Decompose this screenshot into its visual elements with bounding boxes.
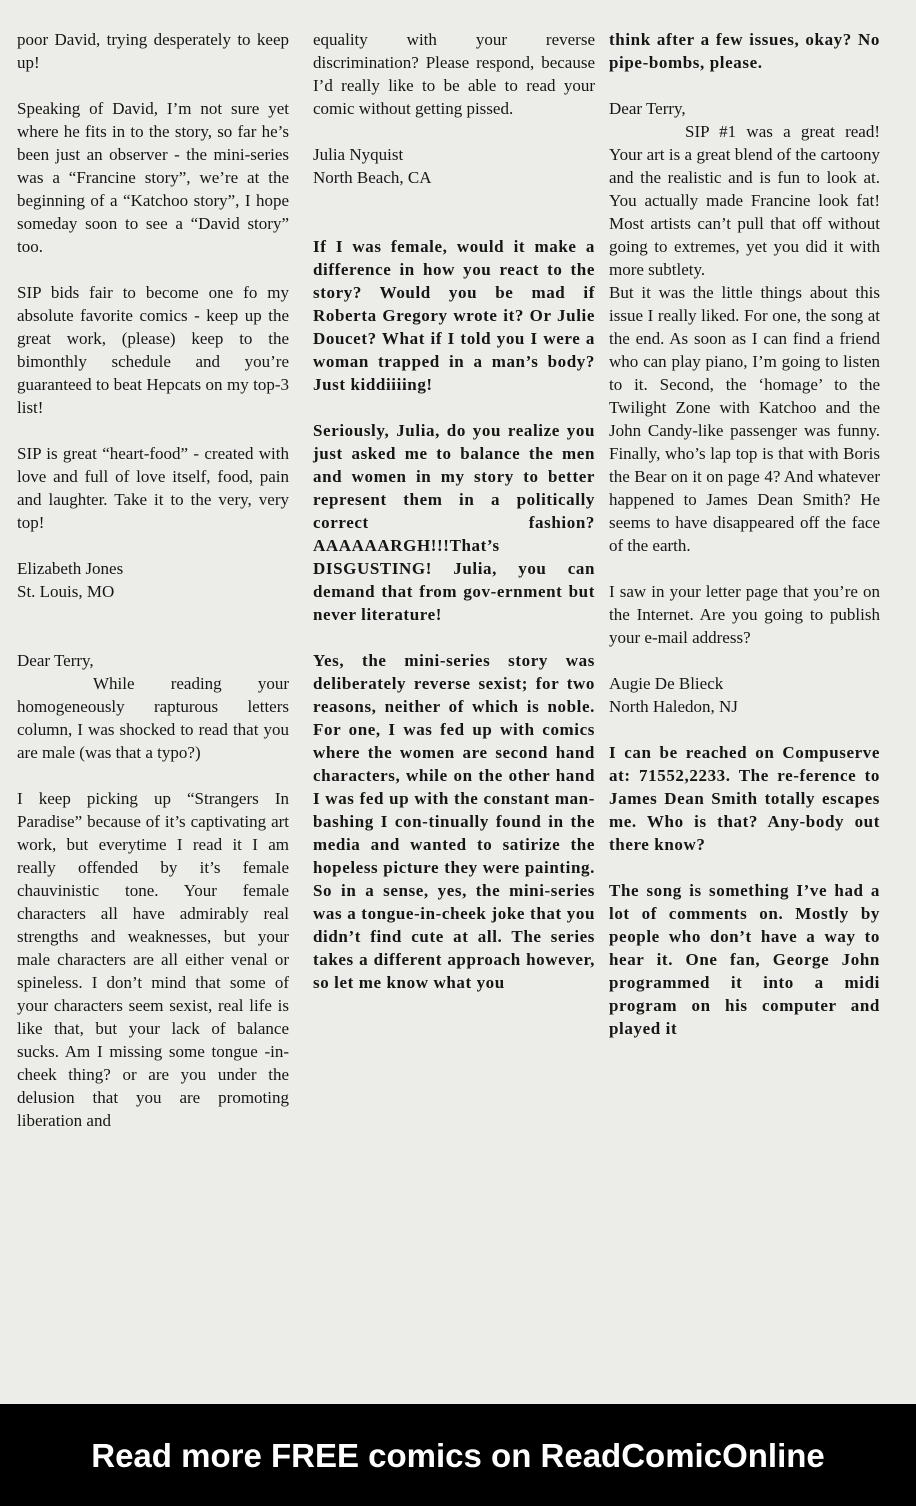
editor-reply-paragraph: If I was female, would it make a difference in how you react to the story? Would you be mad if Roberta Gregory wrote it? Or Julie Doucet? What if I told you I were a woman trapped in a man’s body? Just kiddiiiing! (313, 237, 595, 394)
signature-place: St. Louis, MO (17, 582, 115, 601)
editor-reply-paragraph: Yes, the mini-series story was deliberately reverse sexist; for two reasons, neither of which is noble. For one, I was fed up with comics where the women are second hand characters, while on the other hand I was fed up with the constant man-bashing I con-tinually found in the media and wanted to satirize the hopeless picture they were painting. So in a sense, yes, the mini-series was a tongue-in-cheek joke that you didn’t find cute at all. The series takes a different approach however, so let me know what you (313, 651, 595, 992)
promo-banner[interactable] (0, 1404, 916, 1506)
letters-column-2 (313, 28, 595, 1017)
signature-place: North Beach, CA (313, 168, 432, 187)
letter-salutation: Dear Terry, (17, 651, 94, 670)
promo-banner-text[interactable]: Read more FREE comics on ReadComicOnline (91, 1437, 825, 1474)
letter-paragraph: poor David, trying desperately to keep up! (17, 30, 289, 72)
signature-name: Augie De Blieck (609, 674, 724, 693)
letter-paragraph: equality with your reverse discrimination? Please respond, because I’d really like to be able to read your comic without getting pissed. (313, 30, 595, 118)
editor-reply-paragraph: The song is something I’ve had a lot of comments on. Mostly by people who don’t have a way to hear it. One fan, George John programmed it into a midi program on his computer and played it (609, 881, 880, 1038)
editor-reply-paragraph: Seriously, Julia, do you realize you just asked me to balance the men and women in my story to better represent them in a politically correct fashion? AAAAAARGH!!!That’s DISGUSTING! Julia, you can demand that from gov-ernment but never literature! (313, 421, 595, 624)
letter-paragraph: Speaking of David, I’m not sure yet where he fits in to the story, so far he’s been just an observer - the mini-series was a “Francine story”, we’re at the beginning of a “Katchoo story”, I hope someday soon to see a “David story” too. (17, 99, 289, 256)
letter-salutation: Dear Terry, (609, 99, 686, 118)
letters-column-3 (609, 28, 880, 1063)
letters-column-1 (17, 28, 289, 1155)
signature-name: Elizabeth Jones (17, 559, 124, 578)
letter-paragraph: While reading your homogeneously rapturous letters column, I was shocked to read that you are male (was that a typo?) (17, 674, 289, 762)
letter-paragraph: I saw in your letter page that you’re on the Internet. Are you going to publish your e-mail address? (609, 582, 880, 647)
letter-paragraph: I keep picking up “Strangers In Paradise” because of it’s captivating art work, but everytime I read it I am really offended by it’s female chauvinistic tone. Your female characters all have admirably real strengths and weaknesses, but your male characters are all either venal or spineless. I don’t mind that some of your characters seem sexist, real life is like that, but your lack of balance sucks. Am I missing some tongue -in-cheek thing? or are you under the delusion that you are promoting liberation and (17, 789, 289, 1130)
letter-paragraph: SIP is great “heart-food” - created with love and full of love itself, food, pain and laughter. Take it to the very, very top! (17, 444, 289, 532)
editor-reply-paragraph: I can be reached on Compuserve at: 71552,2233. The re-ference to James Dean Smith totally escapes me. Who is that? Any-body out there know? (609, 743, 880, 854)
letter-paragraph: But it was the little things about this issue I really liked. For one, the song at the end. As soon as I can find a friend who can play piano, I’m going to listen to it. Second, the ‘homage’ to the Twilight Zone with Katchoo and the John Candy-like passenger was funny. Finally, who’s lap top is that with Boris the Bear on it on page 4? And whatever happened to James Dean Smith? He seems to have disappeared off the face of the earth. (609, 283, 880, 555)
signature-place: North Haledon, NJ (609, 697, 738, 716)
letter-paragraph: SIP bids fair to become one fo my absolute favorite comics - keep up the great work, (please) keep to the bimonthly schedule and you’re guaranteed to beat Hepcats on my top-3 list! (17, 283, 289, 417)
editor-reply-paragraph: think after a few issues, okay? No pipe-bombs, please. (609, 30, 880, 72)
signature-name: Julia Nyquist (313, 145, 404, 164)
letter-paragraph: SIP #1 was a great read! Your art is a great blend of the cartoony and the realistic and is fun to look at. You actually made Francine look fat! Most artists can’t pull that off without going to extremes, yet you did it with more subtlety. (609, 122, 880, 279)
